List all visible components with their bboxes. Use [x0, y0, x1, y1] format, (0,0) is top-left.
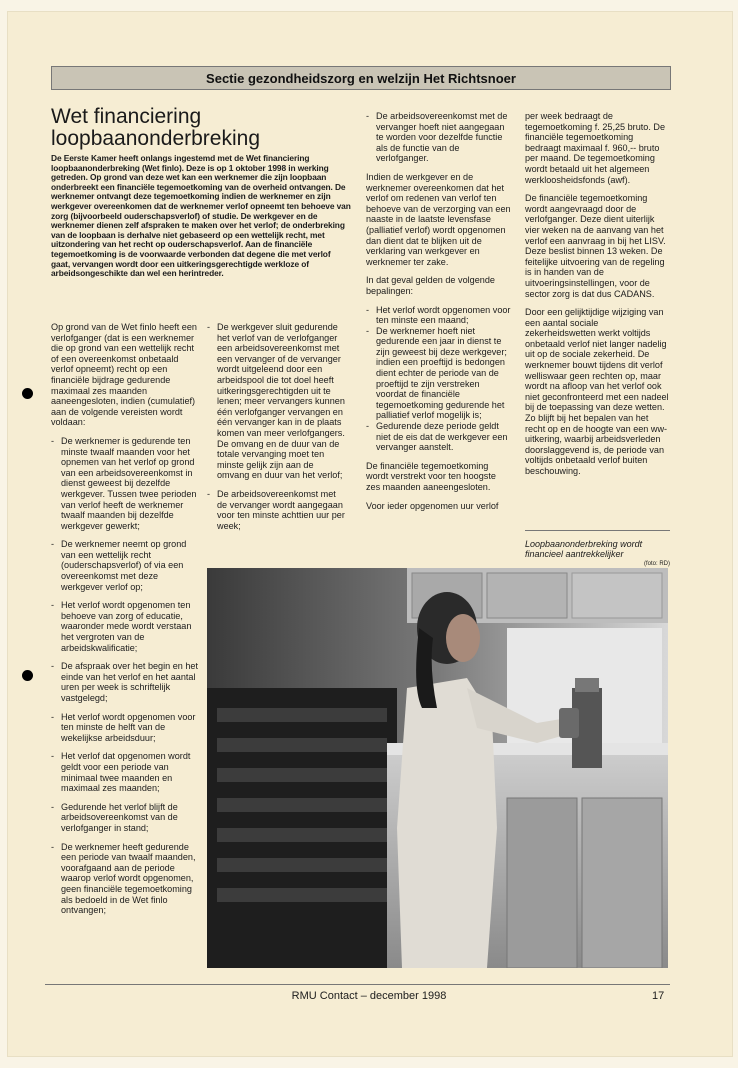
col1-paragraph: Op grond van de Wet finlo heeft een verlofganger (dat is een werknemer die op grond van een wettelijk recht of een overeenkomst onbetaald verlof opneemt) recht op een financiële bijdrage gedurende maximaal zes maanden aaneengesloten, indien (cumulatief) aan de volgende vereisten wordt voldaan: [51, 322, 197, 428]
col4-paragraph: Door een gelijktijdige wijziging van een aantal sociale zekerheidswetten werkt voltijds onbetaald verlof niet langer nadelig uit op de sociale zekerheid. De werknemer bouwt tijdens dit verlof welliswaar geen rechten op, maar wordt na afloop van het verlof ook niet geconfronteerd met een nadeel bij de toepassing van deze wetten. Zo blijft bij het bepalen van het recht op en de hoogte van een ww-uitkering, waarbij arbeidsverleden doorslaggevend is, de periode van voltijds onbetaald verlof buiten beschouwing. [525, 307, 669, 476]
section-header-bar [51, 66, 671, 90]
list-item: - Gedurende het verlof blijft de arbeidsovereenkomst van de verlofganger in stand; [51, 802, 199, 834]
list-item: - De arbeidsovereenkomst met de vervanger hoeft niet aangegaan te worden voor dezelfde functie als de functie van de verlofganger. [366, 111, 512, 164]
list-item: - De werknemer hoeft niet gedurende een jaar in dienst te zijn geweest bij deze werkgever; indien een proeftijd is bedongen dient echter de periode van de proeftijd te zijn verstreken voordat de financiële tegemoetkoming gedurende het palliatief verlof mogelijk is; [366, 326, 512, 421]
page-number: 17 [652, 990, 665, 1002]
binder-hole-dot [22, 388, 33, 399]
section-title: Sectie gezondheidszorg en welzijn Het Richtsnoer [206, 70, 516, 86]
footer-publication: RMU Contact – december 1998 [291, 990, 447, 1002]
article-title-line2: loopbaanonderbreking [51, 127, 261, 150]
article-intro: De Eerste Kamer heeft onlangs ingestemd met de Wet financiering loopbaanonderbreking (Wet finlo). Deze is op 1 oktober 1998 in werking getreden. Op grond van deze wet kan een werknemer die zijn loopbaan onderbreekt een financiële tegemoetkoming van de overheid ontvangen. De werknemer ontvangt deze tegemoetkoming indien de werknemer en zijn werkgever overeenkomen dat de werknemer verlof opneemt ten behoeve van zorg (bijvoorbeeld ouderschapsverlof) of studie. De werkgever en de werknemer dienen zelf afspraken te maken over het verlof; de onderbreking van de loopbaan is derhalve niet gebaseerd op een wettelijk recht, met uitzondering van het recht op ouderschapsverlof. Aan de financiële tegemoetkoming is de voorwaarde verbonden dat degene die met verlof gaat, vervangen wordt door een uitkeringsgerechtigde werkloze of arbeidsongeschikte dan wel een herintreder. [51, 153, 351, 279]
list-item: - De arbeidsovereenkomst met de vervanger wordt aangegaan voor ten minste achttien uur per week; [207, 489, 347, 531]
caption-rule [525, 530, 670, 531]
caption-text: Loopbaanonderbreking wordt financieel aantrekkelijker [525, 539, 643, 559]
column-4 [525, 111, 670, 485]
col3-paragraph: De financiële tegemoetkoming wordt verstrekt voor ten hoogste zes maanden aaneengesloten. [366, 460, 496, 492]
list-item: - De afspraak over het begin en het einde van het verlof en het aantal uren per week is schriftelijk vastgelegd; [51, 661, 199, 703]
col3-paragraph: Voor ieder opgenomen uur verlof [366, 500, 499, 511]
article-title-line1: Wet financiering [51, 105, 202, 128]
photo-caption [525, 539, 670, 569]
col4-paragraph: De financiële tegemoetkoming wordt aangevraagd door de verlofganger. Deze dient uiterlijk vier weken na de aanvang van het verlof een aanvraag in bij het LISV. Deze beslist binnen 13 weken. De feitelijke uitvoering van de regeling is in handen van de uitvoeringsinstellingen, voor de sector zorg is dat dus CADANS. [525, 193, 666, 299]
col4-paragraph: per week bedraagt de tegemoetkoming f. 25,25 bruto. De financiële tegemoetkoming bedraagt maximaal f. 960,-- bruto per maand. De tegemoetkoming wordt betaald uit het algemeen werkloosheidsfonds (awf). [525, 111, 666, 185]
column-3 [366, 111, 512, 519]
list-item: - De werknemer neemt op grond van een wettelijk recht (ouderschapsverlof) of via een overeenkomst met deze werkgever verlof op; [51, 539, 199, 592]
binder-hole-dot [22, 670, 33, 681]
col3-paragraph: Indien de werkgever en de werknemer overeenkomen dat het verlof om redenen van verlof ten behoeve van de verzorging van een naaste in de laatste levensfase (palliatief verlof) wordt opgenomen dan dient dat te blijken uit de verklaring van werkgever en werknemer ter zake. [366, 171, 511, 267]
article-photo [207, 568, 668, 968]
col3-paragraph: In dat geval gelden de volgende bepalingen: [366, 275, 495, 296]
column-2 [207, 322, 347, 539]
article-title [51, 106, 311, 150]
footer-rule [45, 984, 670, 985]
list-item: - Het verlof wordt opgenomen voor ten minste de helft van de wekelijkse arbeidsduur; [51, 712, 199, 744]
column-1 [51, 322, 199, 924]
list-item: - Gedurende deze periode geldt niet de eis dat de werkgever een vervanger aanstelt. [366, 421, 512, 453]
kitchen-photo-image [207, 568, 668, 968]
col2-list [207, 322, 347, 531]
list-item: - Het verlof wordt opgenomen voor ten minste een maand; [366, 305, 512, 326]
list-item: - Het verlof wordt opgenomen ten behoeve van zorg of educatie, waaronder mede wordt verstaan het vergroten van de arbeidskwalificatie; [51, 600, 199, 653]
list-item: - Het verlof dat opgenomen wordt geldt voor een periode van minimaal twee maanden en maximaal zes maanden; [51, 751, 199, 793]
col3-top-list [366, 111, 512, 164]
list-item: - De werknemer is gedurende ten minste twaalf maanden voor het opnemen van het verlof op grond van een arbeidsovereenkomst in dienst geweest bij dezelfde werkgever. Tussen twee perioden van verlof heeft de werknemer twaalf maanden bij dezelfde werkgever gewerkt; [51, 436, 199, 531]
list-item: - De werkgever sluit gedurende het verlof van de verlofganger een arbeidsovereenkomst met een vervanger of de vervanger wordt uitgeleend door een arbeidspool die tot doel heeft uitkeringsgerechtigden uit te lenen; meer vervangers kunnen één verlofganger vervangen en één vervanger kan in de plaats komen van meer verlofgangers. De omvang en de duur van de totale vervanging moet ten minste gelijk zijn aan de omvang en duur van het verlof; [207, 322, 347, 481]
photo-credit: (foto: RD) [643, 561, 670, 567]
list-item: - De werknemer heeft gedurende een periode van twaalf maanden, voorafgaand aan de periode waarop verlof wordt opgenomen, geen financiële tegemoetkoming als bedoeld in de Wet finlo ontvangen; [51, 842, 199, 916]
col3-list [366, 305, 512, 453]
col1-list [51, 436, 199, 916]
